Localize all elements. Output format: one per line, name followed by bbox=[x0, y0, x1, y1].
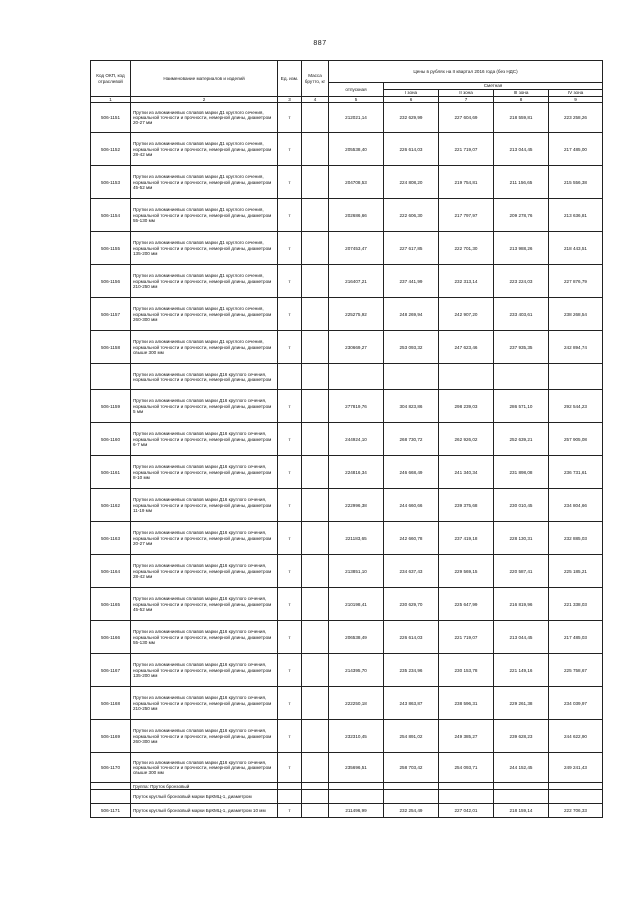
row-unit bbox=[278, 783, 302, 790]
row-zone2-price: 239 375,68 bbox=[439, 489, 494, 522]
row-unit: т bbox=[278, 103, 302, 133]
header-code: Код ОКП, код отраслевой bbox=[91, 61, 131, 97]
row-mass bbox=[302, 621, 329, 654]
row-code: 506-1155 bbox=[91, 232, 131, 265]
row-zone2-price: 238 596,31 bbox=[439, 687, 494, 720]
row-zone2-price: 247 623,46 bbox=[439, 331, 494, 364]
header-name: Наименование материалов и изделий bbox=[131, 61, 278, 97]
row-code: 506-1153 bbox=[91, 166, 131, 199]
row-zone1-price bbox=[384, 783, 439, 790]
header-unit: Ед. изм. bbox=[278, 61, 302, 97]
row-zone4-price: 236 731,61 bbox=[549, 456, 603, 489]
row-mass bbox=[302, 720, 329, 753]
table-row bbox=[91, 720, 603, 753]
row-unit: т bbox=[278, 804, 302, 818]
row-zone2-price: 230 153,78 bbox=[439, 654, 494, 687]
row-release-price: 214395,70 bbox=[329, 654, 384, 687]
row-name: Прутки из алюминиевых сплавов марки Д16 круглого сечения, нормальной точности и прочности, немерной длины, диаметром 135-200 мм bbox=[131, 654, 278, 687]
row-mass bbox=[302, 804, 329, 818]
row-release-price: 216407,21 bbox=[329, 265, 384, 298]
row-name: Прутки из алюминиевых сплавов марки Д16 круглого сечения, нормальной точности и прочности, немерной длины, диаметром 55-130 мм bbox=[131, 621, 278, 654]
table-row bbox=[91, 790, 603, 804]
table-row bbox=[91, 489, 603, 522]
row-zone4-price: 257 905,08 bbox=[549, 423, 603, 456]
row-zone4-price bbox=[549, 790, 603, 804]
col-number: 9 bbox=[549, 97, 603, 103]
row-zone3-price: 252 639,21 bbox=[494, 423, 549, 456]
row-name: Прутки из алюминиевых сплавов марки Д1 круглого сечения, нормальной точности и прочности, немерной длины, диаметром 210-250 мм bbox=[131, 265, 278, 298]
row-release-price: 224816,34 bbox=[329, 456, 384, 489]
row-unit: т bbox=[278, 166, 302, 199]
row-name: Прутки из алюминиевых сплавов марки Д16 круглого сечения, нормальной точности и прочности, немерной длины, диаметром 210-250 мм bbox=[131, 687, 278, 720]
row-zone3-price: 239 628,23 bbox=[494, 720, 549, 753]
row-mass bbox=[302, 522, 329, 555]
row-zone2-price: 249 385,27 bbox=[439, 720, 494, 753]
row-release-price: 225275,92 bbox=[329, 298, 384, 331]
row-zone4-price: 218 443,51 bbox=[549, 232, 603, 265]
row-unit: т bbox=[278, 522, 302, 555]
row-code: 506-1152 bbox=[91, 133, 131, 166]
row-mass bbox=[302, 654, 329, 687]
row-mass bbox=[302, 555, 329, 588]
row-name: Прутки из алюминиевых сплавов марки Д16 круглого сечения, нормальной точности и прочности, немерной длины, диаметром 6-7 мм bbox=[131, 423, 278, 456]
row-name: Прутки из алюминиевых сплавов марки Д16 круглого сечения, нормальной точности и прочности, немерной длины, диаметром 20-27 мм bbox=[131, 522, 278, 555]
row-release-price bbox=[329, 783, 384, 790]
row-code: 506-1156 bbox=[91, 265, 131, 298]
row-name: Прутки из алюминиевых сплавов марки Д1 круглого сечения, нормальной точности и прочности, немерной длины, диаметром 260-300 мм bbox=[131, 298, 278, 331]
row-release-price: 222250,18 bbox=[329, 687, 384, 720]
price-table bbox=[90, 60, 603, 818]
row-zone1-price: 234 637,43 bbox=[384, 555, 439, 588]
table-body bbox=[91, 103, 603, 818]
row-zone3-price: 218 159,14 bbox=[494, 804, 549, 818]
header-zone2: II зона bbox=[439, 90, 494, 97]
row-code: 506-1166 bbox=[91, 621, 131, 654]
table-row bbox=[91, 783, 603, 790]
row-release-price: 211496,99 bbox=[329, 804, 384, 818]
row-zone2-price: 221 719,07 bbox=[439, 621, 494, 654]
row-unit bbox=[278, 364, 302, 390]
row-code bbox=[91, 364, 131, 390]
row-zone3-price: 244 152,45 bbox=[494, 753, 549, 783]
row-unit: т bbox=[278, 331, 302, 364]
row-zone2-price: 221 719,07 bbox=[439, 133, 494, 166]
row-mass bbox=[302, 232, 329, 265]
table-row bbox=[91, 265, 603, 298]
table-row bbox=[91, 364, 603, 390]
row-zone4-price bbox=[549, 783, 603, 790]
row-zone4-price: 232 885,03 bbox=[549, 522, 603, 555]
row-zone3-price: 233 403,61 bbox=[494, 298, 549, 331]
row-zone1-price: 268 730,72 bbox=[384, 423, 439, 456]
row-zone2-price: 237 419,18 bbox=[439, 522, 494, 555]
row-zone1-price: 226 614,03 bbox=[384, 133, 439, 166]
row-unit: т bbox=[278, 687, 302, 720]
row-zone3-price bbox=[494, 790, 549, 804]
row-zone4-price bbox=[549, 364, 603, 390]
row-zone3-price: 221 149,16 bbox=[494, 654, 549, 687]
row-zone3-price: 286 571,10 bbox=[494, 390, 549, 423]
table-row bbox=[91, 654, 603, 687]
row-mass bbox=[302, 265, 329, 298]
table-row bbox=[91, 804, 603, 818]
row-unit: т bbox=[278, 720, 302, 753]
row-zone2-price: 241 340,34 bbox=[439, 456, 494, 489]
row-unit: т bbox=[278, 265, 302, 298]
row-zone3-price: 229 261,38 bbox=[494, 687, 549, 720]
row-zone4-price: 217 485,00 bbox=[549, 133, 603, 166]
row-zone1-price: 232 629,99 bbox=[384, 103, 439, 133]
row-code: 506-1165 bbox=[91, 588, 131, 621]
row-release-price: 232310,45 bbox=[329, 720, 384, 753]
page-number: 887 bbox=[313, 40, 327, 47]
row-unit: т bbox=[278, 423, 302, 456]
row-mass bbox=[302, 489, 329, 522]
col-number: 1 bbox=[91, 97, 131, 103]
row-code: 506-1163 bbox=[91, 522, 131, 555]
row-zone3-price: 220 587,41 bbox=[494, 555, 549, 588]
row-zone1-price: 222 606,30 bbox=[384, 199, 439, 232]
row-code bbox=[91, 790, 131, 804]
row-code: 506-1162 bbox=[91, 489, 131, 522]
table-row bbox=[91, 298, 603, 331]
row-code: 506-1157 bbox=[91, 298, 131, 331]
row-unit: т bbox=[278, 133, 302, 166]
row-code: 506-1158 bbox=[91, 331, 131, 364]
row-name: Пруток круглый бронзовый марки БрКМЦ-1, диаметром bbox=[131, 790, 278, 804]
row-zone1-price: 243 863,87 bbox=[384, 687, 439, 720]
row-code: 506-1151 bbox=[91, 103, 131, 133]
row-release-price: 207453,47 bbox=[329, 232, 384, 265]
row-code: 506-1171 bbox=[91, 804, 131, 818]
row-zone4-price: 234 039,97 bbox=[549, 687, 603, 720]
row-zone2-price bbox=[439, 364, 494, 390]
row-release-price bbox=[329, 790, 384, 804]
row-unit: т bbox=[278, 588, 302, 621]
row-zone1-price: 253 093,32 bbox=[384, 331, 439, 364]
row-zone4-price: 215 556,38 bbox=[549, 166, 603, 199]
col-number: 5 bbox=[329, 97, 384, 103]
row-code: 506-1154 bbox=[91, 199, 131, 232]
row-code: 506-1164 bbox=[91, 555, 131, 588]
row-mass bbox=[302, 390, 329, 423]
row-zone3-price: 223 224,03 bbox=[494, 265, 549, 298]
row-zone2-price bbox=[439, 783, 494, 790]
row-zone2-price: 298 239,03 bbox=[439, 390, 494, 423]
col-number: 7 bbox=[439, 97, 494, 103]
col-number: 4 bbox=[302, 97, 329, 103]
row-zone1-price: 235 234,96 bbox=[384, 654, 439, 687]
row-zone2-price: 222 701,30 bbox=[439, 232, 494, 265]
table-row bbox=[91, 423, 603, 456]
row-name: Прутки из алюминиевых сплавов марки Д1 круглого сечения, нормальной точности и прочности, немерной длины, диаметром 55-130 мм bbox=[131, 199, 278, 232]
row-zone4-price: 225 185,21 bbox=[549, 555, 603, 588]
table-row bbox=[91, 166, 603, 199]
row-name: Прутки из алюминиевых сплавов марки Д16 круглого сечения, нормальной точности и прочности, немерной длины, диаметром 5 мм bbox=[131, 390, 278, 423]
row-mass bbox=[302, 456, 329, 489]
table-row bbox=[91, 390, 603, 423]
row-zone1-price: 254 891,02 bbox=[384, 720, 439, 753]
row-release-price: 222996,38 bbox=[329, 489, 384, 522]
row-name: Прутки из алюминиевых сплавов марки Д1 круглого сечения, нормальной точности и прочности, немерной длины, диаметром 28-42 мм bbox=[131, 133, 278, 166]
row-name: Прутки из алюминиевых сплавов марки Д16 круглого сечения, нормальной точности и прочности, немерной длины, диаметром свыше 300 мм bbox=[131, 753, 278, 783]
row-zone1-price: 227 617,85 bbox=[384, 232, 439, 265]
row-mass bbox=[302, 790, 329, 804]
row-release-price: 202686,66 bbox=[329, 199, 384, 232]
row-unit: т bbox=[278, 390, 302, 423]
row-code bbox=[91, 783, 131, 790]
table-row bbox=[91, 555, 603, 588]
row-name: Прутки из алюминиевых сплавов марки Д16 круглого сечения, нормальной точности и прочности, немерной длины, диаметром 28-42 мм bbox=[131, 555, 278, 588]
col-number: 6 bbox=[384, 97, 439, 103]
row-release-price: 221183,65 bbox=[329, 522, 384, 555]
row-name: Пруток круглый бронзовый марки БрКМЦ-1, диаметром 10 мм bbox=[131, 804, 278, 818]
row-zone3-price: 213 044,45 bbox=[494, 621, 549, 654]
row-zone4-price: 292 544,23 bbox=[549, 390, 603, 423]
row-release-price: 210198,41 bbox=[329, 588, 384, 621]
col-number: 2 bbox=[131, 97, 278, 103]
row-name: Прутки из алюминиевых сплавов марки Д1 круглого сечения, нормальной точности и прочности, немерной длины, диаметром 135-200 мм bbox=[131, 232, 278, 265]
row-release-price: 213851,10 bbox=[329, 555, 384, 588]
row-release-price: 230669,27 bbox=[329, 331, 384, 364]
row-zone2-price bbox=[439, 790, 494, 804]
table-row bbox=[91, 753, 603, 783]
row-zone2-price: 217 797,97 bbox=[439, 199, 494, 232]
row-zone4-price: 222 706,33 bbox=[549, 804, 603, 818]
row-name: Прутки из алюминиевых сплавов марки Д1 круглого сечения, нормальной точности и прочности, немерной длины, диаметром 20-27 мм bbox=[131, 103, 278, 133]
row-mass bbox=[302, 753, 329, 783]
row-code: 506-1167 bbox=[91, 654, 131, 687]
row-name: Прутки из алюминиевых сплавов марки Д16 круглого сечения, нормальной точности и прочности, немерной длины, диаметром bbox=[131, 364, 278, 390]
row-unit: т bbox=[278, 232, 302, 265]
row-code: 506-1159 bbox=[91, 390, 131, 423]
row-zone3-price: 230 010,45 bbox=[494, 489, 549, 522]
header-mass: Масса брутто, кг bbox=[302, 61, 329, 97]
row-unit: т bbox=[278, 456, 302, 489]
row-mass bbox=[302, 331, 329, 364]
row-mass bbox=[302, 133, 329, 166]
row-zone1-price: 304 823,86 bbox=[384, 390, 439, 423]
row-code: 506-1161 bbox=[91, 456, 131, 489]
row-zone2-price: 227 604,69 bbox=[439, 103, 494, 133]
row-zone2-price: 254 093,71 bbox=[439, 753, 494, 783]
row-release-price: 212021,14 bbox=[329, 103, 384, 133]
col-number: 3 bbox=[278, 97, 302, 103]
row-name: Прутки из алюминиевых сплавов марки Д16 круглого сечения, нормальной точности и прочности, немерной длины, диаметром 11-19 мм bbox=[131, 489, 278, 522]
row-zone3-price: 231 898,08 bbox=[494, 456, 549, 489]
row-mass bbox=[302, 199, 329, 232]
row-unit: т bbox=[278, 298, 302, 331]
row-name: Прутки из алюминиевых сплавов марки Д1 круглого сечения, нормальной точности и прочности, немерной длины, диаметром 45-52 мм bbox=[131, 166, 278, 199]
row-zone4-price: 223 258,26 bbox=[549, 103, 603, 133]
row-zone3-price: 211 156,65 bbox=[494, 166, 549, 199]
table-row bbox=[91, 331, 603, 364]
row-zone3-price: 228 130,31 bbox=[494, 522, 549, 555]
row-mass bbox=[302, 783, 329, 790]
row-zone4-price: 227 876,79 bbox=[549, 265, 603, 298]
row-zone4-price: 234 804,66 bbox=[549, 489, 603, 522]
row-name: Прутки из алюминиевых сплавов марки Д16 круглого сечения, нормальной точности и прочности, немерной длины, диаметром 260-300 мм bbox=[131, 720, 278, 753]
header-zone4: IV зона bbox=[549, 90, 603, 97]
row-zone3-price: 237 935,35 bbox=[494, 331, 549, 364]
header-zone3: III зона bbox=[494, 90, 549, 97]
row-zone1-price: 224 808,20 bbox=[384, 166, 439, 199]
header-prices-title: Цены в рублях на II квартал 2016 года (без НДС) bbox=[329, 61, 603, 83]
row-mass bbox=[302, 588, 329, 621]
row-unit: т bbox=[278, 621, 302, 654]
row-code: 506-1170 bbox=[91, 753, 131, 783]
row-unit: т bbox=[278, 555, 302, 588]
table-row bbox=[91, 522, 603, 555]
table-row bbox=[91, 232, 603, 265]
row-zone4-price: 221 338,03 bbox=[549, 588, 603, 621]
row-code: 506-1169 bbox=[91, 720, 131, 753]
row-release-price: 244924,10 bbox=[329, 423, 384, 456]
row-zone2-price: 232 313,14 bbox=[439, 265, 494, 298]
row-release-price bbox=[329, 364, 384, 390]
row-release-price: 277819,76 bbox=[329, 390, 384, 423]
row-zone1-price: 242 660,78 bbox=[384, 522, 439, 555]
row-zone2-price: 227 042,01 bbox=[439, 804, 494, 818]
col-number: 8 bbox=[494, 97, 549, 103]
row-zone3-price: 213 988,26 bbox=[494, 232, 549, 265]
row-unit: т bbox=[278, 489, 302, 522]
header-release: отпускная bbox=[329, 83, 384, 97]
row-zone2-price: 225 647,99 bbox=[439, 588, 494, 621]
row-name: Прутки из алюминиевых сплавов марки Д16 круглого сечения, нормальной точности и прочности, немерной длины, диаметром 8-10 мм bbox=[131, 456, 278, 489]
row-mass bbox=[302, 166, 329, 199]
row-zone4-price: 244 622,90 bbox=[549, 720, 603, 753]
row-zone2-price: 262 926,02 bbox=[439, 423, 494, 456]
row-mass bbox=[302, 687, 329, 720]
row-mass bbox=[302, 423, 329, 456]
row-release-price: 204708,53 bbox=[329, 166, 384, 199]
row-unit: т bbox=[278, 654, 302, 687]
header-estimate: Сметная bbox=[384, 83, 603, 90]
row-zone1-price: 258 703,42 bbox=[384, 753, 439, 783]
row-zone2-price: 242 907,20 bbox=[439, 298, 494, 331]
row-release-price: 206538,49 bbox=[329, 621, 384, 654]
table-row bbox=[91, 133, 603, 166]
row-zone1-price bbox=[384, 790, 439, 804]
row-zone1-price bbox=[384, 364, 439, 390]
row-zone1-price: 248 269,94 bbox=[384, 298, 439, 331]
row-zone3-price: 218 559,81 bbox=[494, 103, 549, 133]
table-row bbox=[91, 103, 603, 133]
row-code: 506-1168 bbox=[91, 687, 131, 720]
row-mass bbox=[302, 364, 329, 390]
row-zone4-price: 242 894,74 bbox=[549, 331, 603, 364]
row-zone1-price: 226 614,03 bbox=[384, 621, 439, 654]
row-zone2-price: 219 754,81 bbox=[439, 166, 494, 199]
row-zone1-price: 230 629,70 bbox=[384, 588, 439, 621]
row-release-price: 205538,40 bbox=[329, 133, 384, 166]
row-zone3-price: 216 819,96 bbox=[494, 588, 549, 621]
row-zone3-price: 209 278,76 bbox=[494, 199, 549, 232]
row-zone3-price: 213 044,45 bbox=[494, 133, 549, 166]
table-row bbox=[91, 621, 603, 654]
row-unit bbox=[278, 790, 302, 804]
row-mass bbox=[302, 103, 329, 133]
row-zone1-price: 246 668,49 bbox=[384, 456, 439, 489]
row-code: 506-1160 bbox=[91, 423, 131, 456]
row-zone3-price bbox=[494, 364, 549, 390]
row-zone4-price: 217 485,03 bbox=[549, 621, 603, 654]
row-name: Прутки из алюминиевых сплавов марки Д1 круглого сечения, нормальной точности и прочности, немерной длины, диаметром свыше 300 мм bbox=[131, 331, 278, 364]
row-zone3-price bbox=[494, 783, 549, 790]
row-name: Группа: Пруток бронзовый bbox=[131, 783, 278, 790]
row-zone1-price: 237 441,99 bbox=[384, 265, 439, 298]
table-row bbox=[91, 687, 603, 720]
row-mass bbox=[302, 298, 329, 331]
row-zone4-price: 238 268,54 bbox=[549, 298, 603, 331]
table-row bbox=[91, 199, 603, 232]
row-zone4-price: 249 241,43 bbox=[549, 753, 603, 783]
row-unit: т bbox=[278, 199, 302, 232]
row-zone4-price: 225 758,67 bbox=[549, 654, 603, 687]
row-zone1-price: 232 254,49 bbox=[384, 804, 439, 818]
row-zone4-price: 213 636,81 bbox=[549, 199, 603, 232]
table-row bbox=[91, 588, 603, 621]
table-row bbox=[91, 456, 603, 489]
row-name: Прутки из алюминиевых сплавов марки Д16 круглого сечения, нормальной точности и прочности, немерной длины, диаметром 45-52 мм bbox=[131, 588, 278, 621]
row-unit: т bbox=[278, 753, 302, 783]
row-zone1-price: 244 660,66 bbox=[384, 489, 439, 522]
row-zone2-price: 229 569,15 bbox=[439, 555, 494, 588]
header-zone1: I зона bbox=[384, 90, 439, 97]
row-release-price: 235696,51 bbox=[329, 753, 384, 783]
